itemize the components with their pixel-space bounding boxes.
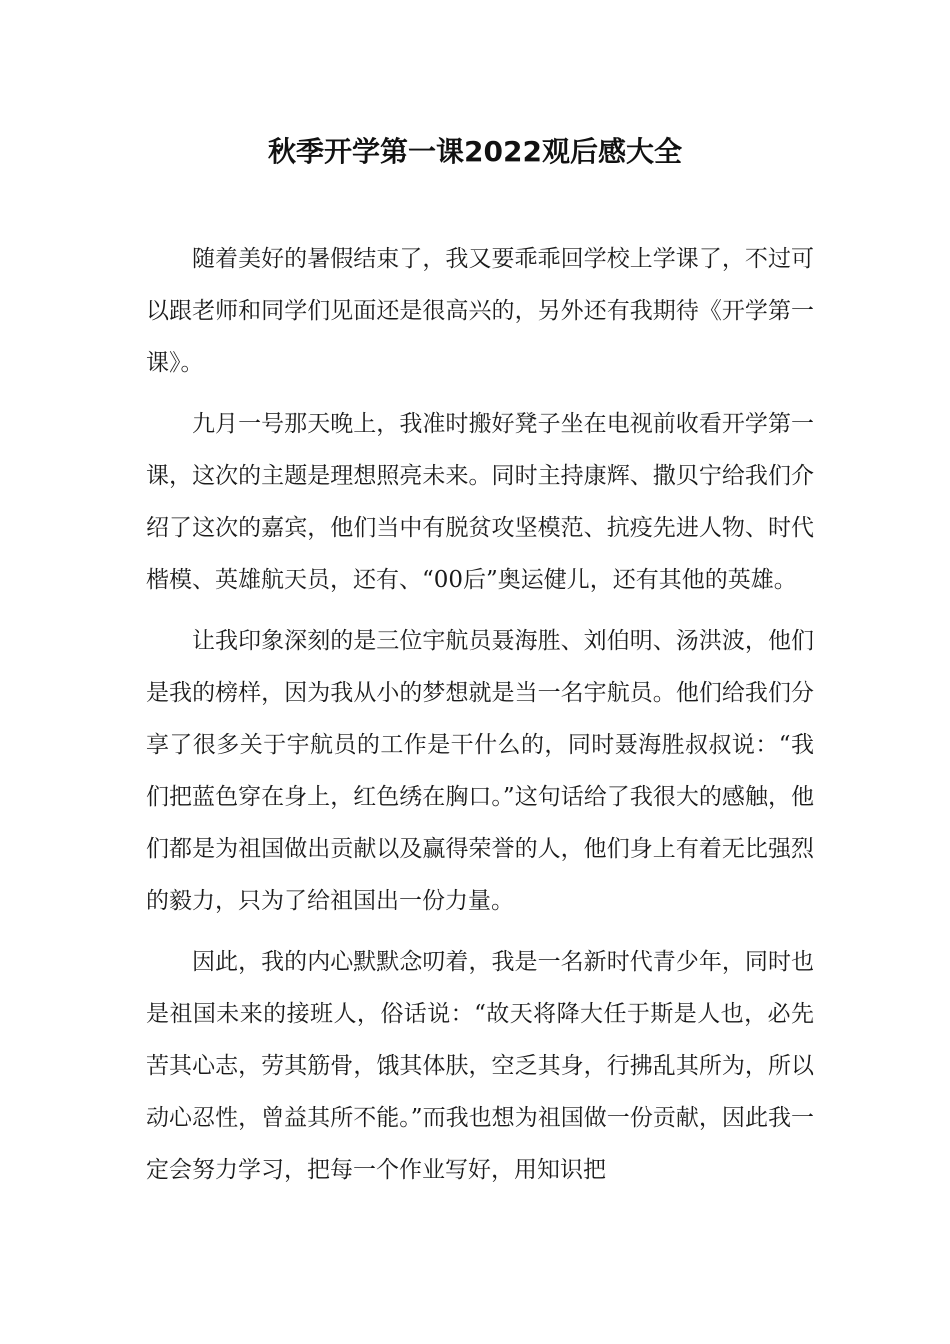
- paragraph-3: 让我印象深刻的是三位宇航员聂海胜、刘伯明、汤洪波，他们是我的榜样，因为我从小的梦想就是当一名宇航员。他们给我们分享了很多关于宇航员的工作是干什么的，同时聂海胜叔叔说：“我们把蓝色穿在身上，红色绣在胸口。”这句话给了我很大的感触，他们都是为祖国做出贡献以及赢得荣誉的人，他们身上有着无比强烈的毅力，只为了给祖国出一份力量。: [146, 628, 814, 914]
- document-body: [146, 233, 814, 1205]
- paragraph-2: 九月一号那天晚上，我准时搬好凳子坐在电视前收看开学第一课，这次的主题是理想照亮未来。同时主持康辉、撒贝宁给我们介绍了这次的嘉宾，他们当中有脱贫攻坚模范、抗疫先进人物、时代楷模、英雄航天员，还有、“00后”奥运健儿，还有其他的英雄。: [146, 411, 814, 593]
- paragraph-4: 因此，我的内心默默念叨着，我是一名新时代青少年，同时也是祖国未来的接班人，俗话说：“故天将降大任于斯是人也，必先苦其心志，劳其筋骨，饿其体肤，空乏其身，行拂乱其所为，所以动心忍性，曾益其所不能。”而我也想为祖国做一份贡献，因此我一定会努力学习，把每一个作业写好，用知识把: [146, 949, 814, 1183]
- paragraph-1: 随着美好的暑假结束了，我又要乖乖回学校上学课了，不过可以跟老师和同学们见面还是很高兴的，另外还有我期待《开学第一课》。: [146, 246, 814, 376]
- document-title: 秋季开学第一课2022观后感大全: [268, 135, 682, 168]
